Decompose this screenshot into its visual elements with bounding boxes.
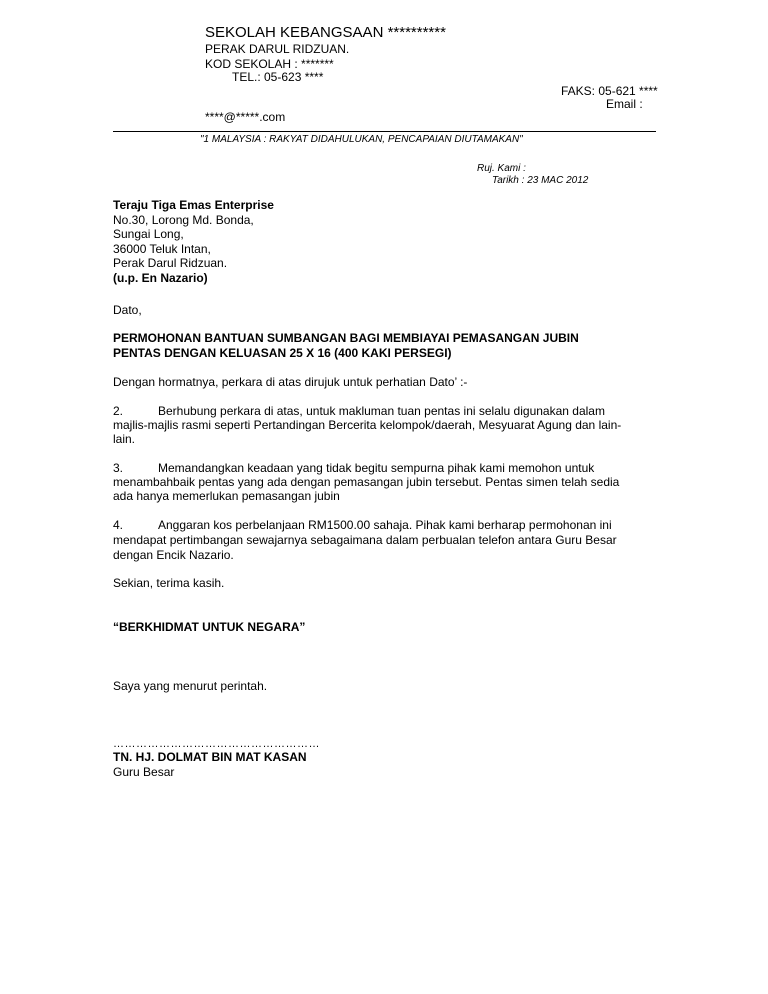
signatory-name: TN. HJ. DOLMAT BIN MAT KASAN — [113, 750, 307, 764]
recipient-attention: (u.p. En Nazario) — [113, 271, 208, 285]
paragraph-line: lain. — [113, 432, 136, 446]
paragraph-line: majlis-majlis rasmi seperti Pertandingan Bercerita kelompok/daerah, Mesyuarat Agung dan lain- — [113, 418, 622, 432]
paragraph-line: mendapat pertimbangan sewajarnya sebagaimana dalam perbualan telefon antara Guru Besar — [113, 533, 617, 547]
subject-line: PENTAS DENGAN KELUASAN 25 X 16 (400 KAKI PERSEGI) — [113, 346, 452, 360]
recipient-address-line: Perak Darul Ridzuan. — [113, 256, 228, 270]
signature-line: ……………………………………………… — [113, 738, 320, 750]
salutation: Dato, — [113, 303, 142, 317]
recipient-address-line: 36000 Teluk Intan, — [113, 242, 211, 256]
paragraph-line: ada hanya memerlukan pemasangan jubin — [113, 489, 340, 503]
paragraph-number: 4. — [113, 518, 124, 532]
reference-date: Tarikh : 23 MAC 2012 — [492, 175, 589, 186]
header-divider — [113, 131, 656, 132]
sign-off: Saya yang menurut perintah. — [113, 679, 268, 693]
school-fax: FAKS: 05-621 **** — [561, 84, 658, 98]
reference-ruj: Ruj. Kami : — [477, 163, 526, 174]
paragraph-first-line: Berhubung perkara di atas, untuk makluman tuan pentas ini selalu digunakan dalam — [158, 404, 605, 418]
paragraph-first-line: Anggaran kos perbelanjaan RM1500.00 sahaja. Pihak kami berharap permohonan ini — [158, 518, 612, 532]
paragraph-line: menambahbaik pentas yang ada dengan pemasangan jubin tersebut. Pentas simen telah sedia — [113, 475, 620, 489]
motto: "1 MALAYSIA : RAKYAT DIDAHULUKAN, PENCAPAIAN DIUTAMAKAN" — [200, 134, 523, 145]
recipient-address-line: No.30, Lorong Md. Bonda, — [113, 213, 254, 227]
paragraph-line: dengan Encik Nazario. — [113, 548, 234, 562]
paragraph-first-line: Memandangkan keadaan yang tidak begitu sempurna pihak kami memohon untuk — [158, 461, 595, 475]
opening-line: Dengan hormatnya, perkara di atas dirujuk untuk perhatian Dato’ :- — [113, 375, 468, 389]
paragraph-number: 2. — [113, 404, 124, 418]
slogan: “BERKHIDMAT UNTUK NEGARA” — [113, 620, 306, 634]
subject-line: PERMOHONAN BANTUAN SUMBANGAN BAGI MEMBIAYAI PEMASANGAN JUBIN — [113, 331, 579, 345]
recipient-company: Teraju Tiga Emas Enterprise — [113, 198, 274, 212]
school-tel: TEL.: 05-623 **** — [232, 70, 324, 84]
school-code: KOD SEKOLAH : ******* — [205, 57, 334, 71]
closing-line: Sekian, terima kasih. — [113, 576, 225, 590]
school-name: SEKOLAH KEBANGSAAN ********** — [205, 24, 446, 41]
school-email: ****@*****.com — [205, 110, 286, 124]
recipient-address-line: Sungai Long, — [113, 227, 184, 241]
paragraph-number: 3. — [113, 461, 124, 475]
school-state: PERAK DARUL RIDZUAN. — [205, 42, 350, 56]
school-email-label: Email : — [606, 97, 643, 111]
signatory-title: Guru Besar — [113, 765, 175, 779]
